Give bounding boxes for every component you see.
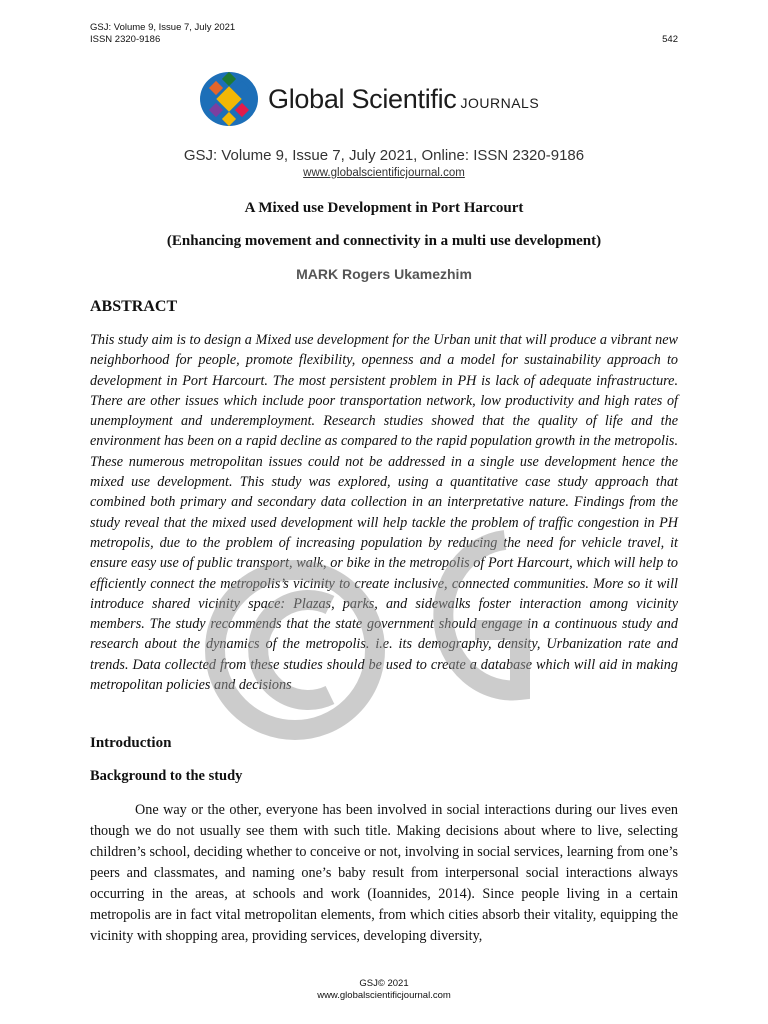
abstract-heading: ABSTRACT xyxy=(90,298,178,315)
footer-copyright: GSJ© 2021 xyxy=(359,978,409,989)
journal-url xyxy=(0,167,768,179)
page-footer xyxy=(0,978,768,1002)
journal-logo xyxy=(198,70,578,128)
footer-url[interactable]: www.globalscientificjournal.com xyxy=(317,990,451,1001)
logo-name: Global Scientific xyxy=(268,83,457,114)
journal-url-link[interactable]: www.globalscientificjournal.com xyxy=(303,167,465,179)
header-issn: ISSN 2320-9186 xyxy=(90,34,161,45)
introduction-heading: Introduction xyxy=(90,735,172,751)
paper-subtitle: (Enhancing movement and connectivity in a multi use development) xyxy=(166,233,602,249)
header-volume: GSJ: Volume 9, Issue 7, July 2021 xyxy=(90,22,236,33)
journal-info: GSJ: Volume 9, Issue 7, July 2021, Online: ISSN 2320-9186 xyxy=(183,147,585,164)
introduction-paragraph: One way or the other, everyone has been involved in social interactions during our lives even though we do not usually see them with such title. Making decisions about where to live, selecting children’s school, deciding whether to conceive or not, involving in social services, learning from one’s peers and classmates, and naming one’s baby result from interpersonal social interactions always occurring in the areas, at schools and work (Ioannides, 2014). Since people living in a certain metropolis are in fact vital metropolitan elements, from which cities absorb their vitality, equipping the vicinity with shopping area, providing services, developing diversity, xyxy=(90,802,678,944)
paper-author: MARK Rogers Ukamezhim xyxy=(296,266,472,282)
paper-title: A Mixed use Development in Port Harcourt xyxy=(244,200,524,216)
globe-logo-icon xyxy=(198,70,260,128)
abstract-text: This study aim is to design a Mixed use development for the Urban unit that will produce a vibrant new neighborhood for people, promote flexibility, openness and a model for sustainability approach to development in Port Harcourt. The most persistent problem in PH is lack of adequate infrastructure. There are other issues which include poor transportation network, low productivity and high rates of unemployment and underemployment. Research studies showed that the quality of life and the environment has been on a rapid decline as compared to the rapid population growth in the metropolis. These numerous metropolitan issues could not be addressed in a single use development hence the mixed use development. This study was explored, using a quantitative case study approach that combined both primary and secondary data collection in an interpretative nature. Findings from the study reveal that the mixed used development will help tackle the problem of traffic congestion in PH metropolis, due to the problem of increasing population by reducing the need for vehicle travel, it ensure easy use of public transport, walk, or bike in the metropolis of Port Harcourt, which will help to efficiently connect the metropolis’s vicinity to create inclusive, connected communities. More so it will introduce shared vicinity space: Plazas, parks, and sidewalks foster interaction among vicinity members. The study recommends that the state government should engage in a continuous study and research about the dynamics of the metropolis. i.e. its demography, density, Urbanization rate and trends. Data collected from these studies should be used to create a database which will aid in making metropolitan policies and decisions xyxy=(90,332,678,694)
logo-subtitle: JOURNALS xyxy=(460,95,540,111)
running-header xyxy=(90,22,235,46)
background-subheading: Background to the study xyxy=(90,768,243,784)
page-number: 542 xyxy=(662,34,678,45)
